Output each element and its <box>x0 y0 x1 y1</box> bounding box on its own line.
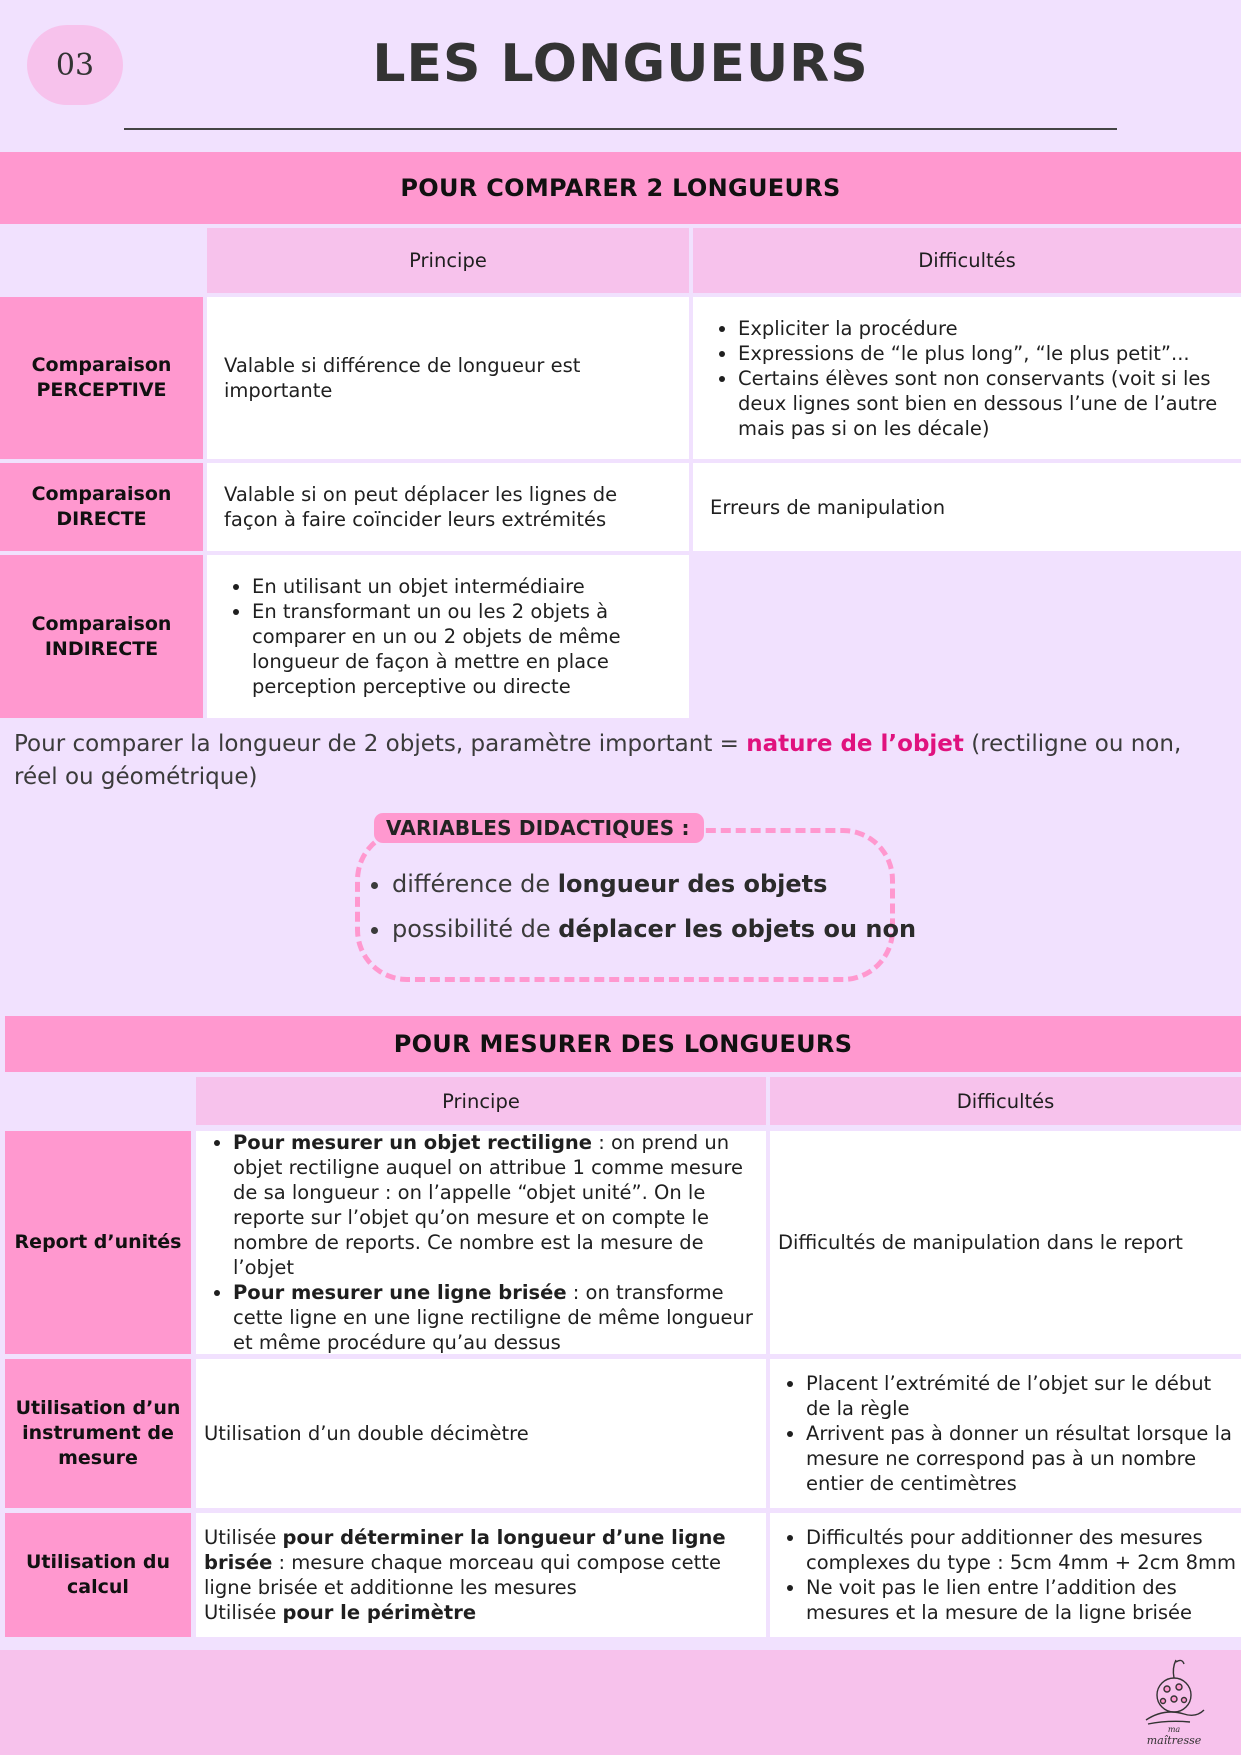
row-label-line: Comparaison <box>31 354 172 376</box>
text-bold: pour le périmètre <box>282 1601 477 1624</box>
list-item: • En utilisant un objet intermédiaire <box>252 574 677 599</box>
directe-principe <box>207 463 689 551</box>
row-label-line: DIRECTE <box>56 508 147 530</box>
principe-list <box>205 1130 754 1355</box>
measure-header-difficultes: Difficultés <box>770 1077 1241 1125</box>
list-item: • Certains élèves sont non conservants (voit si les deux lignes sont bien en dessous l’une de l’autre mais pas si on les décale) <box>738 366 1229 441</box>
instrument-difficultes <box>770 1359 1241 1508</box>
instrument-principe <box>196 1359 766 1508</box>
row-label-line: INDIRECTE <box>44 637 159 660</box>
perceptive-principe <box>207 297 689 459</box>
compare-header-principe: Principe <box>207 228 689 293</box>
difficulty-list <box>710 316 1229 441</box>
list-item: • Expliciter la procédure <box>738 316 1229 341</box>
didactic-variables-list <box>368 862 916 952</box>
report-principe <box>196 1131 766 1354</box>
logo-text: maîtresse <box>1146 1734 1202 1747</box>
list-item <box>233 1130 754 1280</box>
item-bold: longueur des objets <box>557 870 828 898</box>
difficulty-list <box>778 1371 1237 1496</box>
note-highlight: nature de l’objet <box>746 731 964 757</box>
list-item <box>392 907 916 952</box>
measure-header-principe: Principe <box>196 1077 766 1125</box>
item-bold: Pour mesurer un objet rectiligne <box>233 1131 593 1154</box>
note-text: Pour comparer la longueur de 2 objets, paramètre important = <box>14 731 747 757</box>
directe-difficultes <box>693 463 1241 551</box>
row-label-line: Utilisation du calcul <box>25 1551 171 1598</box>
list-item: • Arrivent pas à donner un résultat lorsque la mesure ne correspond pas à un nombre entier de centimètres <box>806 1421 1237 1496</box>
report-difficultes <box>770 1131 1241 1354</box>
item-bold: déplacer les objets ou non <box>558 915 917 943</box>
item-text: possibilité de <box>392 915 559 943</box>
list-item: • Expressions de “le plus long”, “le plus petit”... <box>738 341 1229 366</box>
item-text: différence de <box>392 870 558 898</box>
note-text: (rectiligne ou non, réel ou géométrique) <box>14 731 1182 790</box>
cell-text <box>204 1525 760 1625</box>
row-label-instrument <box>5 1359 191 1508</box>
indirecte-principe <box>207 555 689 718</box>
cell-text: Valable si on peut déplacer les lignes de façon à faire coïncider leurs extrémités <box>224 483 618 531</box>
list-item: • En transformant un ou les 2 objets à comparer en un ou 2 objets de même longueur de façon à mettre en place perception perceptive ou directe <box>252 599 677 699</box>
cell-text: Difficultés de manipulation dans le report <box>778 1231 1183 1254</box>
row-label-directe <box>0 463 203 551</box>
row-label-line: Comparaison <box>31 483 172 505</box>
difficulty-list <box>778 1525 1237 1625</box>
list-item <box>233 1280 754 1355</box>
row-label-line: Report d’unités <box>14 1231 182 1253</box>
row-label-calcul <box>5 1513 191 1637</box>
text-run: Utilisée <box>204 1526 283 1549</box>
page-number: 03 <box>55 47 95 83</box>
item-text: : on transforme cette ligne en une ligne rectiligne de même longueur et même procédure qu’au dessus <box>233 1281 753 1354</box>
text-run: : mesure chaque morceau qui compose cette ligne brisée et additionne les mesures <box>204 1551 721 1599</box>
page-title: LES LONGUEURS <box>372 34 869 94</box>
item-text: : on prend un objet rectiligne auquel on attribue 1 comme mesure de sa longueur : on l’appelle “objet unité”. On le reporte sur l’objet qu’on mesure et on compte le nombre de reports. Ce nombre est la mesure de l’objet <box>233 1131 743 1279</box>
title-divider <box>124 128 1117 130</box>
measure-section-title: POUR MESURER DES LONGUEURS <box>5 1016 1241 1072</box>
row-label-report-unites <box>5 1131 191 1354</box>
text-run: Utilisée <box>204 1601 283 1624</box>
text-bold: pour déterminer la longueur d’une ligne brisée <box>204 1526 726 1574</box>
cell-text: Utilisation d’un double décimètre <box>204 1422 529 1445</box>
list-item: • Placent l’extrémité de l’objet sur le début de la règle <box>806 1371 1237 1421</box>
row-label-line: Utilisation d’un instrument de mesure <box>15 1397 181 1469</box>
row-label-perceptive <box>0 297 203 459</box>
list-item: • Difficultés pour additionner des mesures complexes du type : 5cm 4mm + 2cm 8mm <box>806 1525 1237 1575</box>
principe-list <box>224 574 677 699</box>
logo-text: ma <box>1167 1725 1181 1734</box>
calcul-difficultes <box>770 1513 1241 1637</box>
item-bold: Pour mesurer une ligne brisée <box>233 1281 567 1304</box>
calcul-principe <box>196 1513 766 1637</box>
row-label-line: Comparaison <box>31 612 172 635</box>
comparison-note <box>14 728 1229 794</box>
row-label-line: PERCEPTIVE <box>36 379 167 401</box>
compare-section-title: POUR COMPARER 2 LONGUEURS <box>0 152 1241 224</box>
row-label-indirecte <box>0 555 203 718</box>
didactic-variables-label: VARIABLES DIDACTIQUES : <box>374 813 704 843</box>
list-item: • Ne voit pas le lien entre l’addition des mesures et la mesure de la ligne brisée <box>806 1575 1237 1625</box>
compare-header-difficultes: Difficultés <box>693 228 1241 293</box>
list-item <box>392 862 916 907</box>
brand-logo-icon <box>1134 1640 1214 1750</box>
cell-text: Erreurs de manipulation <box>710 495 946 519</box>
perceptive-difficultes <box>693 297 1241 459</box>
cell-text: Valable si différence de longueur est importante <box>224 354 581 402</box>
footer-band <box>0 1650 1241 1755</box>
